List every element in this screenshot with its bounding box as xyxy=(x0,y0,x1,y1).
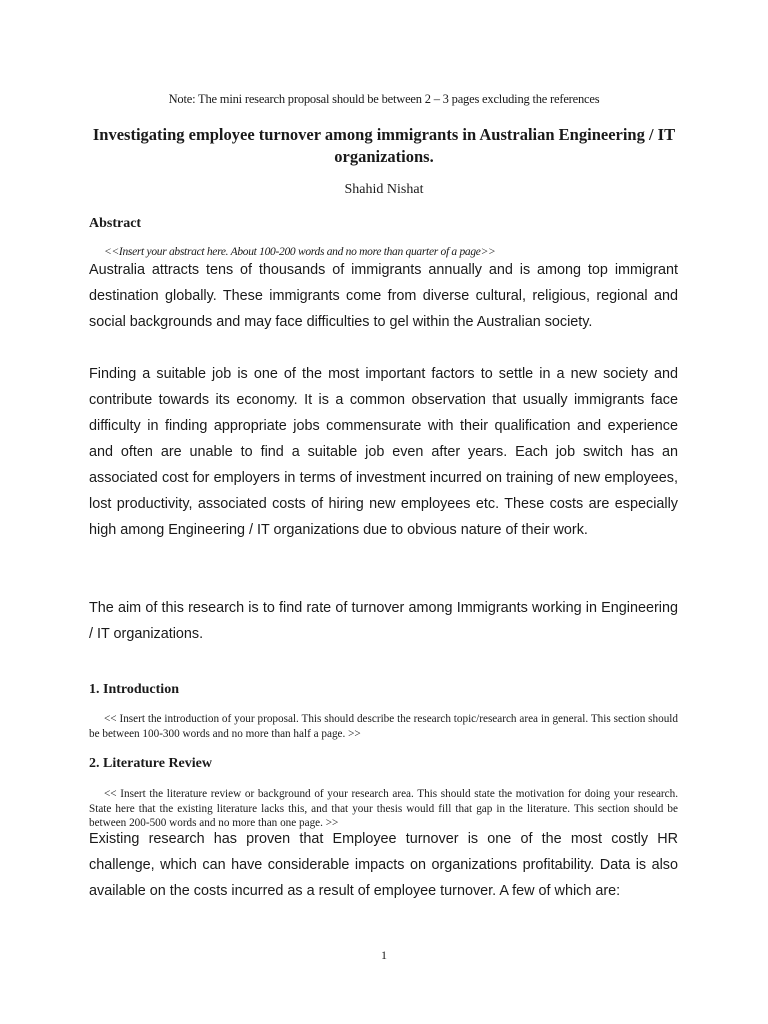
abstract-placeholder: <<Insert your abstract here. About 100-200 words and no more than quarter of a page>> xyxy=(104,246,496,258)
abstract-heading: Abstract xyxy=(89,216,142,231)
literature-review-placeholder: << Insert the literature review or background of your research area. This should state the motivation for doing your research. State here that the existing literature lacks this, and that your thesis would fill that gap in the literature. This section should be between 200-500 words and no more than one page. >> xyxy=(89,788,678,829)
introduction-placeholder: << Insert the introduction of your proposal. This should describe the research topic/research area in general. This section should be between 100-300 words and no more than half a page. >> xyxy=(89,713,678,740)
page-number: 1 xyxy=(381,948,387,962)
introduction-heading: 1. Introduction xyxy=(89,682,179,697)
literature-review-heading: 2. Literature Review xyxy=(89,756,212,771)
abstract-paragraph-3: The aim of this research is to find rate of turnover among Immigrants working in Engineering / IT organizations. xyxy=(89,600,678,642)
abstract-paragraph-2: Finding a suitable job is one of the most important factors to settle in a new society and contribute towards its economy. It is a common observation that usually immigrants face difficulty in finding appropriate jobs commensurate with their qualification and experience and often are unable to find a suitable job even after years. Each job switch has an associated cost for employers in terms of investment incurred on training of new employees, lost productivity, associated costs of hiring new employees etc. These costs are especially high among Engineering / IT organizations due to obvious nature of their work. xyxy=(89,366,678,538)
proposal-note: Note: The mini research proposal should be between 2 – 3 pages excluding the references xyxy=(168,92,600,106)
literature-review-paragraph: Existing research has proven that Employee turnover is one of the most costly HR challenge, which can have considerable impacts on organizations profitability. Data is also available on the costs incurred as a result of employee turnover. A few of which are: xyxy=(89,831,678,899)
author-name: Shahid Nishat xyxy=(344,182,424,197)
document-title: Investigating employee turnover among immigrants in Australian Engineering / IT organizations. xyxy=(92,125,676,166)
abstract-paragraph-1: Australia attracts tens of thousands of immigrants annually and is among top immigrant destination globally. These immigrants come from diverse cultural, religious, regional and social backgrounds and may face difficulties to gel within the Australian society. xyxy=(89,262,678,330)
